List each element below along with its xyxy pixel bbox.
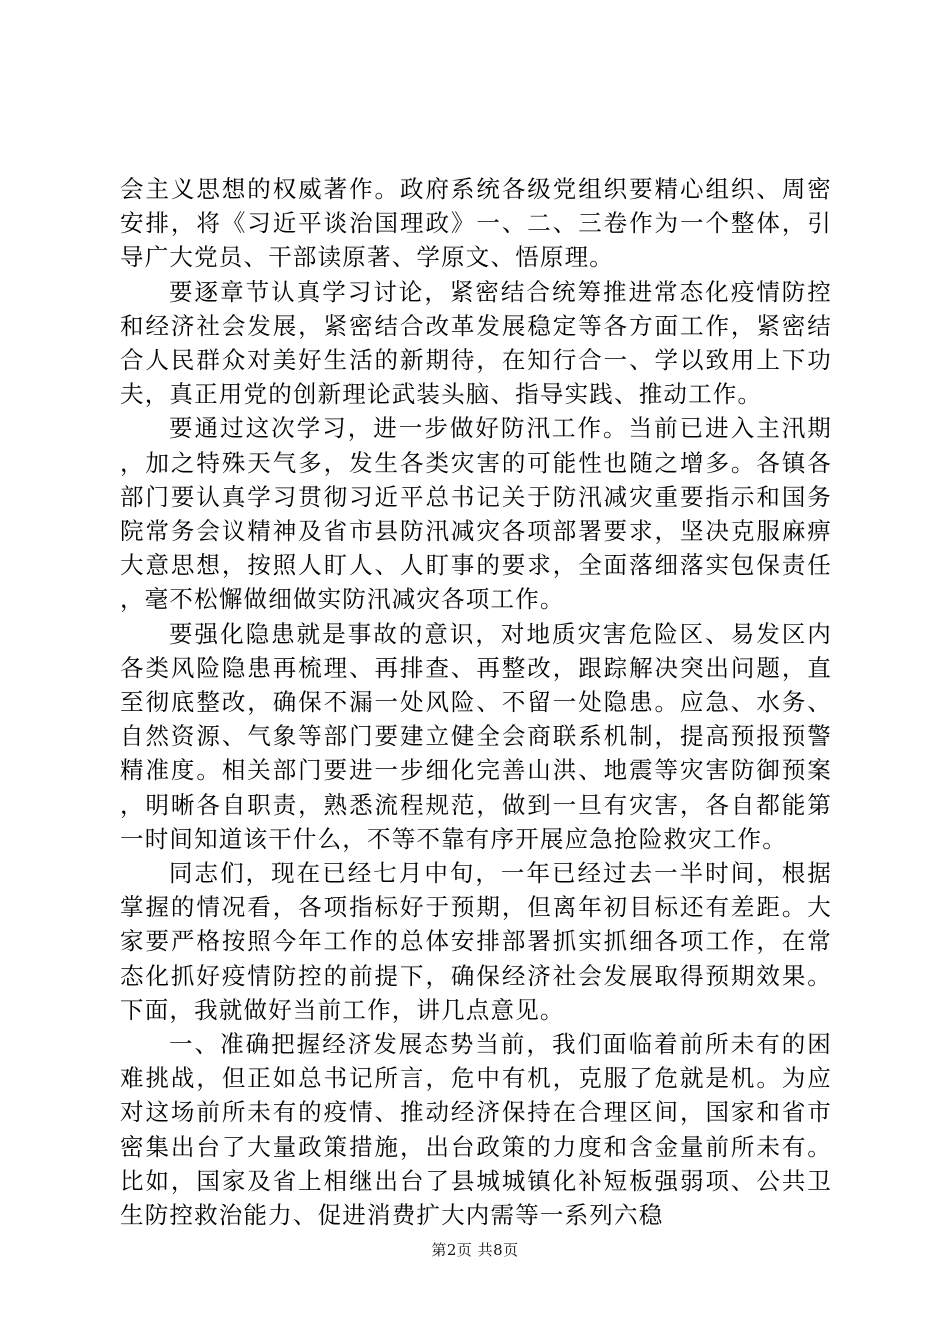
paragraph-study-discussion: 要逐章节认真学习讨论，紧密结合统筹推进常态化疫情防控和经济社会发展，紧密结合改革发展稳定等各方面工作，紧密结合人民群众对美好生活的新期待，在知行合一、学以致用上下功夫，真正用党的创新理论武装头脑、指导实践、推动工作。 — [120, 277, 832, 409]
paragraph-continued: 会主义思想的权威著作。政府系统各级党组织要精心组织、周密安排，将《习近平谈治国理政》一、二、三卷作为一个整体，引导广大党员、干部读原著、学原文、悟原理。 — [120, 175, 832, 272]
paragraph-flood-prevention: 要通过这次学习，进一步做好防汛工作。当前已进入主汛期，加之特殊天气多，发生各类灾害的可能性也随之增多。各镇各部门要认真学习贯彻习近平总书记关于防汛减灾重要指示和国务院常务会议精神及省市县防汛减灾各项部署要求，坚决克服麻痹大意思想，按照人盯人、人盯事的要求，全面落细落实包保责任，毫不松懈做细做实防汛减灾各项工作。 — [120, 414, 832, 614]
document-body — [120, 172, 832, 1232]
page-number-footer: 第2页 共8页 — [431, 1241, 519, 1259]
paragraph-section-one: 一、准确把握经济发展态势当前，我们面临着前所未有的困难挑战，但正如总书记所言，危中有机，克服了危就是机。为应对这场前所未有的疫情、推动经济保持在合理区间，国家和省市密集出台了大量政策措施，出台政策的力度和含金量前所未有。比如，国家及省上相继出台了县城城镇化补短板强弱项、公共卫生防控救治能力、促进消费扩大内需等一系列六稳 — [120, 1030, 832, 1230]
paragraph-comrades: 同志们，现在已经七月中旬，一年已经过去一半时间，根据掌握的情况看，各项指标好于预期，但离年初目标还有差距。大家要严格按照今年工作的总体安排部署抓实抓细各项工作，在常态化抓好疫情防控的前提下，确保经济社会发展取得预期效果。下面，我就做好当前工作，讲几点意见。 — [120, 859, 832, 1024]
paragraph-hazard-awareness: 要强化隐患就是事故的意识，对地质灾害危险区、易发区内各类风险隐患再梳理、再排查、再整改，跟踪解决突出问题，直至彻底整改，确保不漏一处风险、不留一处隐患。应急、水务、自然资源、气象等部门要建立健全会商联系机制，提高预报预警精准度。相关部门要进一步细化完善山洪、地震等灾害防御预案，明晰各自职责，熟悉流程规范，做到一旦有灾害，各自都能第一时间知道该干什么，不等不靠有序开展应急抢险救灾工作。 — [120, 619, 832, 853]
